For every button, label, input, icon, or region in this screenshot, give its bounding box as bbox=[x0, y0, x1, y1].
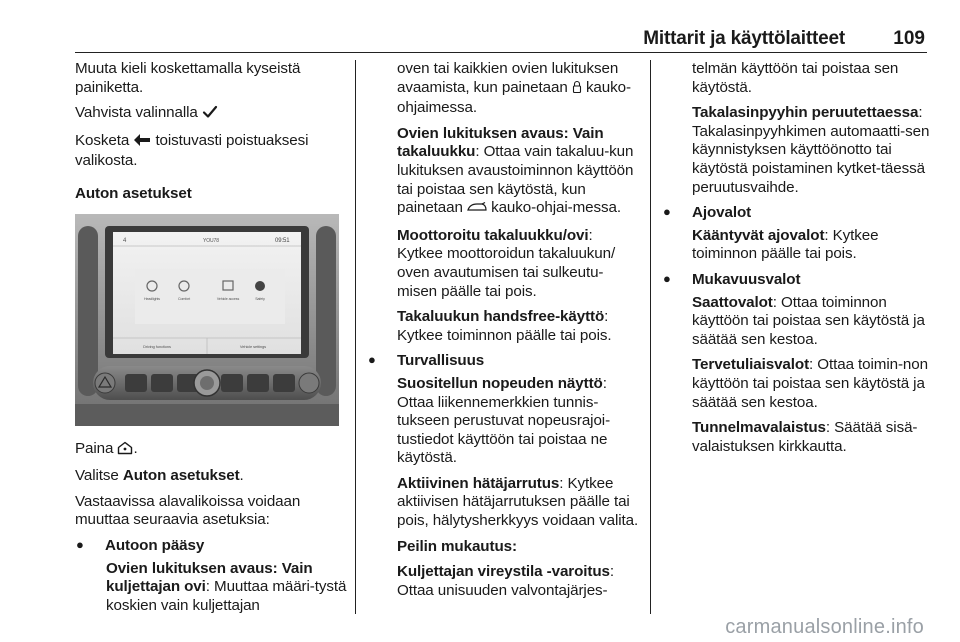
paragraph: Vastaavissa alavalikoissa voidaan muuttaa seuraavia asetuksia: bbox=[75, 492, 301, 529]
screen-tab: Driving functions bbox=[143, 343, 171, 349]
setting-item: Kuljettajan vireystila -varoitus: Ottaa unisuuden valvontajärjes- bbox=[397, 563, 614, 599]
setting-item: Saattovalot: Ottaa toiminnon käyttöön tai poistaa sen käytöstä ja säätää sen kestoa. bbox=[692, 293, 925, 348]
paragraph: Kosketa toistuvasti poistuaksesi valikosta. bbox=[75, 131, 309, 170]
screen-tab: Vehicle settings bbox=[239, 343, 267, 349]
section-heading: Auton asetukset bbox=[75, 184, 192, 202]
watermark: carmanualsonline.info bbox=[725, 616, 924, 638]
setting-item: Kääntyvät ajovalot: Kytkee toiminnon päälle tai pois. bbox=[692, 226, 879, 263]
paragraph: Valitse Auton asetukset. bbox=[75, 467, 244, 485]
bullet-item: ● Autoon pääsy bbox=[75, 537, 347, 556]
screen-status-left: 4 bbox=[123, 237, 127, 244]
screen-clock: 09:51 bbox=[275, 237, 290, 244]
safety-tile-icon bbox=[255, 281, 265, 291]
setting-item: Tunnelmavalaistus: Säätää sisä-valaistuksen kirkkautta. bbox=[692, 419, 918, 455]
tile-label: Vehicle access bbox=[216, 296, 240, 301]
paragraph: Paina . bbox=[75, 440, 347, 461]
home-icon bbox=[117, 441, 133, 461]
column-divider bbox=[650, 60, 651, 614]
setting-item: Moottoroitu takaluukku/ovi: Kytkee moottoroidun takaluukun/ oven avautumisen tai sulkeutu-misen päälle tai pois. bbox=[397, 226, 616, 300]
tailgate-icon bbox=[467, 201, 487, 220]
column-3 bbox=[662, 60, 930, 463]
setting-item: Peilin mukautus: bbox=[397, 537, 517, 555]
tile-label: Headlights bbox=[144, 296, 160, 301]
setting-item: Tervetuliaisvalot: Ottaa toimin-non käyttöön tai poistaa sen käytöstä ja säätää sen kestoa. bbox=[692, 356, 928, 411]
bullet-item: ● Mukavuusvalot bbox=[662, 271, 930, 290]
column-1 bbox=[75, 60, 347, 622]
checkmark-icon bbox=[202, 105, 218, 125]
screen-status-center: YOU78 bbox=[203, 237, 219, 244]
bullet-item: ● Turvallisuus bbox=[367, 352, 642, 371]
paragraph: Vahvista valinnalla bbox=[75, 104, 347, 125]
chapter-title: Mittarit ja käyttölaitteet bbox=[643, 28, 845, 49]
setting-item: Suositellun nopeuden näyttö: Ottaa liikennemerkkien tunnis-tukseen perustuvat nopeusrajoi-tustiedot käyttöön tai poistaa ne käytöstä. bbox=[397, 374, 611, 467]
tile-label: Comfort bbox=[177, 296, 191, 301]
column-divider bbox=[355, 60, 356, 614]
back-arrow-icon bbox=[133, 133, 151, 153]
setting-item: Aktiivinen hätäjarrutus: Kytkee aktiivisen hätäjarrutuksen päälle tai pois, hälytysherkkyys voidaan valita. bbox=[397, 474, 639, 530]
setting-item: Ovien lukituksen avaus: Vain kuljettajan ovi: Muuttaa määri-tystä koskien vain kuljettajan bbox=[106, 559, 347, 614]
page-header bbox=[75, 28, 927, 53]
setting-item: Takaluukun handsfree-käyttö: Kytkee toiminnon päälle tai pois. bbox=[397, 308, 612, 344]
page-number: 109 bbox=[893, 28, 925, 49]
tile-label: Safety bbox=[255, 296, 265, 301]
infotainment-photo bbox=[75, 214, 339, 426]
lock-icon bbox=[572, 80, 582, 100]
setting-item: Ovien lukituksen avaus: Vain takaluukku: Ottaa vain takaluu-kun lukituksen avaustoiminnon käyttöön tai poistaa sen käytöstä, kun painetaan kauko-ohjai-messa. bbox=[367, 125, 642, 220]
setting-item: Takalasinpyyhin peruutettaessa: Takalasinpyyhkimen automaatti-sen käynnistyksen käyttöönotto tai käytöstä poistaminen kytket-täessä peruutusvaihde. bbox=[692, 104, 930, 196]
paragraph-continuation: oven tai kaikkien ovien lukituksen avaamista, kun painetaan kauko-ohjaimessa. bbox=[397, 60, 631, 117]
paragraph-continuation: telmän käyttöön tai poistaa sen käytöstä. bbox=[692, 60, 899, 96]
bullet-item: ● Ajovalot bbox=[662, 204, 930, 223]
column-2 bbox=[367, 60, 642, 607]
paragraph: Muuta kieli koskettamalla kyseistä painiketta. bbox=[75, 60, 301, 96]
